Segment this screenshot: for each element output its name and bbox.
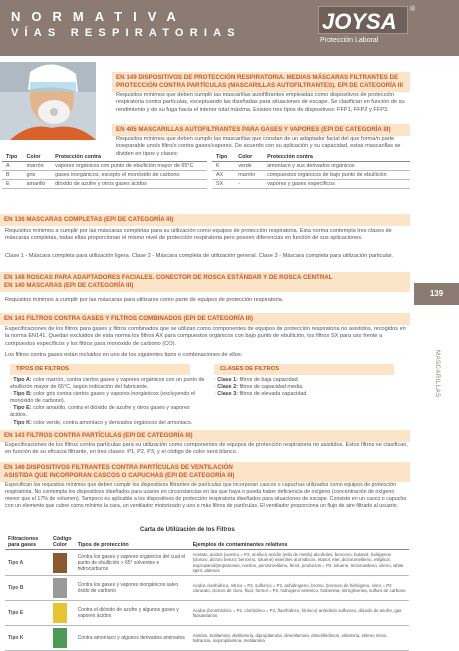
filter-row bbox=[5, 576, 409, 601]
list-item: · Clase 3: filtros de elevada capacidad. bbox=[214, 391, 308, 398]
section-en149-body: Requisitos mínimos que deben cumplir las mascarillas autofiltrantes empleadas como dispositivos de protección respiratoria contra partículas, exceptuando las diseñadas para situaciones de escape. Se clasifican en función de su rendimiento y de su fuga hacia el interior total máxima. Existen tres tipos de dispositivos: FFP1, FFP2 y FFP3. bbox=[116, 92, 405, 113]
table-row bbox=[2, 171, 207, 180]
type-value: color gris contra ciertos gases y vapores inorgánicos (excluyendo el monóxido de carbono). bbox=[10, 391, 196, 405]
filter-color-code bbox=[50, 601, 75, 626]
class-value: filtros de elevada capacidad. bbox=[239, 391, 308, 398]
table-row bbox=[212, 162, 410, 171]
cell: verde bbox=[234, 162, 263, 171]
color-swatch bbox=[53, 603, 67, 623]
section-en136-body: Requisitos mínimos a cumplir por las máscaras completas para su utilización como equipos de protección respiratoria. Esta norma contempla tres clases de máscaras completas, todas ellas proporcionan el mismo nivel de protección respiratoria pero poseen diferencias en función de sus aplicaciones. bbox=[5, 228, 392, 242]
list-item: · Clase 1: filtros de baja capacidad. bbox=[214, 377, 300, 383]
table-row bbox=[212, 171, 410, 180]
class-value: filtros de capacidad media. bbox=[239, 384, 304, 391]
type-key: Tipo B: bbox=[13, 391, 32, 398]
cell: - bbox=[234, 180, 263, 189]
cell: marrón bbox=[23, 162, 52, 171]
cell: B bbox=[2, 171, 23, 180]
section-en148-title bbox=[0, 272, 410, 292]
gas-type-table-right bbox=[212, 153, 410, 189]
class-key: Clase 2: bbox=[217, 384, 238, 391]
filter-type: Tipo A bbox=[5, 550, 50, 576]
col-tipos-proteccion: Tipos de protección bbox=[75, 535, 190, 550]
filter-type: Tipo B bbox=[5, 576, 50, 601]
filter-color-code bbox=[50, 550, 75, 576]
type-value: color verde, contra amoníaco y derivados orgánicos del amoníaco. bbox=[33, 419, 193, 426]
brand-logo bbox=[318, 6, 453, 50]
color-swatch bbox=[53, 628, 67, 648]
section-en146-title-line1: EN 146 DISPOSITIVOS FILTRANTES CONTRA PARTÍCULAS DE VENTILACIÓN bbox=[4, 464, 233, 471]
color-swatch bbox=[53, 553, 67, 573]
filter-row bbox=[5, 550, 409, 576]
table-row bbox=[2, 162, 207, 171]
cell: vapores y gases específicos bbox=[263, 180, 410, 189]
cell: E bbox=[2, 180, 23, 189]
cell: amoníaco y sus derivados orgánicos bbox=[263, 162, 410, 171]
class-key: Clase 3: bbox=[217, 391, 238, 398]
cell: compuestos orgánicos de bajo punto de ebullición bbox=[263, 171, 410, 180]
filter-row bbox=[5, 626, 409, 651]
col-color: Color bbox=[23, 153, 52, 162]
section-en143-title: EN 143 FILTROS CONTRA PARTÍCULAS (EPI DE CATEGORÍA III) bbox=[0, 430, 410, 442]
filters-chart-title: Carta de Utilización de los Filtros bbox=[140, 527, 235, 533]
page-header bbox=[0, 0, 459, 56]
list-item: · Tipo E: color amarillo, contra el dióxido de azufre y otros gases y vapores ácidos. bbox=[10, 405, 190, 419]
filter-types-list bbox=[10, 377, 206, 427]
cell: amarillo bbox=[23, 180, 52, 189]
logo-subtitle: Protección Laboral bbox=[320, 37, 379, 44]
filter-classes-title: CLASES DE FILTROS bbox=[214, 364, 394, 375]
section-en141-body: Especificaciones de los filtros para gases y filtros combinados que se utilizan como componentes de equipos de protección respiratoria no asistidos, recogidos en la norma EN141. Quedan excluidos de esta norma los filtros AX para compuestos orgánicos con bajo punto de ebullición, los filtros SX para uso frente a compuestos específicos y los filtros para monóxido de carbono (CO). bbox=[5, 326, 406, 347]
type-key: Tipo A: bbox=[13, 377, 32, 383]
header-title: NORMATIVA bbox=[11, 9, 187, 24]
section-en149-title: EN 149 DISPOSITIVOS DE PROTECCIÓN RESPIRATORIA. MEDIAS MÁSCARAS FILTRANTES DE PROTECCIÓN CONTRA PARTÍCULAS (MASCARILLAS AUTOFILTRANTES). EPI DE CATEGORÍA III bbox=[112, 72, 410, 92]
type-value: color amarillo, contra el dióxido de azufre y otros gases y vapores ácidos. bbox=[10, 405, 190, 419]
col-color: Color bbox=[234, 153, 263, 162]
logo-registered-mark: ® bbox=[410, 6, 416, 13]
filter-protection: Contra los gases y vapores orgánicos del cual el punto de ebullición > 65° solventes e hidrocarburos bbox=[75, 550, 190, 576]
section-en141-title: EN 141 FILTROS CONTRA GASES Y FILTROS COMBINADOS (EPI DE CATEGORÍA III) bbox=[0, 313, 410, 325]
cell: marrón bbox=[234, 171, 263, 180]
col-proteccion: Protección contra bbox=[263, 153, 410, 162]
class-value: filtros de baja capacidad. bbox=[239, 377, 300, 383]
filter-examples: Ácidos (bromhídrico = P2, clorhídrico = P2, fluorhídrico, fórmico) anhídrido sulfuroso, dióxido de azufre, gas fitosanitarios bbox=[190, 601, 409, 626]
cell: vapores orgánicos con punto de ebullición mayor de 65°C bbox=[51, 162, 207, 171]
color-swatch bbox=[53, 578, 67, 598]
filter-examples: Acetato, acidos (acetico = P2, acrilico) acridin (etilo de metilo) alcoholes, benceno, butanol, halógenos (cloruro, dicloro benzo; benceno, toluene) esteroles aromáticos, etanol, eter, diclorometileno, etilglicol, isopropanol/propanonas, nonilos, percloroetileno, fenol, productos = P2, toluene, tricloroetileno, xileno, white spirit, aldenos bbox=[190, 550, 409, 576]
side-label-text: MASCARILLAS bbox=[434, 350, 440, 398]
section-en405-title: EN 405 MASCARILLAS AUTOFILTRANTES PARA GASES Y VAPORES (EPI DE CATEGORÍA III) bbox=[112, 124, 410, 136]
list-item: · Tipo B: color gris contra ciertos gases y vapores inorgánicos (excluyendo el monóxido de carbono). bbox=[10, 391, 196, 405]
filter-classes-list bbox=[214, 377, 404, 398]
logo-text: JOYSA bbox=[322, 9, 397, 34]
table-row bbox=[2, 180, 207, 189]
filter-examples: Amidos, butilamina, dietilamina, dipropilamina, dimetilamina, dimetilhidracin, etilamina, etileno imino, hidracina, isopropilamina, metilamina bbox=[190, 626, 409, 651]
col-filtraciones: Filtraciones para gases bbox=[5, 535, 50, 550]
section-en141-body2: Los filtros contra gases están incluidos en uno de los siguientes tipos o combinaciones de ellos: bbox=[5, 352, 243, 358]
worker-photo bbox=[0, 62, 96, 140]
type-value: color marrón, contra ciertos gases y vapores orgánicos con un punto de ebullición mayor de 65°C, según indicación del fabricante. bbox=[10, 377, 205, 391]
class-key: Clase 1: bbox=[217, 377, 238, 383]
filter-color-code bbox=[50, 576, 75, 601]
cell: gris bbox=[23, 171, 52, 180]
filter-type: Tipo K bbox=[5, 626, 50, 651]
cell: K bbox=[212, 162, 234, 171]
table-row bbox=[212, 180, 410, 189]
cell: AX bbox=[212, 171, 234, 180]
page-number: 139 bbox=[414, 283, 459, 305]
filter-row bbox=[5, 601, 409, 626]
section-en405-body: Requisitos mínimos que deben cumplir las mascarillas que constan de un adaptador facial del que forma/n parte inseparable uno/s filtro/s contra gases/vapores. De acuerdo con su aplicación y su capacidad, estas mascarillas se dividen en tipos y clases: bbox=[116, 136, 401, 157]
section-en146-body: Especifican los requisitos mínimos que deben cumplir los dispositivos filtrantes de partículas que incorporan cascos o capuchas utilizados como equipos de protección respiratoria. No contempla los dispositivos diseñados para usarse en circunstancias en las que haya o pueda haber deficiencia de oxígeno (concentración de oxígeno menor que el 17% de volumen). Tampoco es aplicable a los dispositivos de protección respiratoria diseñados para situaciones de escape. Consiste en un casco o capucha con un elemento que cubre como mínimo la cara, un ventilador motorizado y uno o más filtros de partículas. El ventilador proporciona un flujo de aire filtrado al usuario. bbox=[5, 482, 407, 509]
section-en148-title-line2: EN 140 MASCARAS (EPI DE CATEGORÍA III) bbox=[4, 282, 134, 289]
section-en136-title: EN 136 MASCARAS COMPLETAS (EPI DE CATEGORÍA III) bbox=[0, 214, 410, 226]
section-en148-title-line1: EN 148 ROSCAS PARA ADAPTADORES FACIALES. CONECTOR DE ROSCA ESTÁNDAR Y DE ROSCA CENTRAL bbox=[4, 274, 333, 281]
section-en146-title bbox=[0, 462, 410, 482]
cell: gases inorgánicos, excepto el monóxido de carbono bbox=[51, 171, 207, 180]
list-item: · Tipo K: color verde, contra amoníaco y derivados orgánicos del amoníaco. bbox=[10, 419, 193, 426]
filters-chart-table bbox=[5, 535, 409, 651]
cell: dióxido de azufre y otros gases ácidos bbox=[51, 180, 207, 189]
type-key: Tipo E: bbox=[13, 405, 32, 412]
filter-protection: Contra amoníaco y algunos derivados aminados bbox=[75, 626, 190, 651]
section-en148-body: Requisitos mínimos a cumplir por las máscaras para utilizarse como parte de equipos de protección respiratoria. bbox=[5, 297, 284, 303]
type-key: Tipo K: bbox=[13, 419, 32, 426]
cell: A bbox=[2, 162, 23, 171]
filter-type: Tipo E bbox=[5, 601, 50, 626]
filter-protection: Contra el dióxido de azufre y algunos gases y vapores ácidos bbox=[75, 601, 190, 626]
section-en136-classes: Clase 1 - Máscara completa para utilización ligera. Clase 2 - Máscara completa de utilización general. Clase 3 - Máscara completa para utilización particular. bbox=[5, 253, 394, 259]
col-tipo: Tipo bbox=[2, 153, 23, 162]
filter-color-code bbox=[50, 626, 75, 651]
col-ejemplos: Ejemplos de contaminantes relativos bbox=[190, 535, 409, 550]
filter-protection: Contra los gases y vapores inorgánicos salvo óxido de carbono bbox=[75, 576, 190, 601]
logo-box bbox=[318, 6, 408, 34]
col-tipo: Tipo bbox=[212, 153, 234, 162]
section-en146-title-line2: ASISTIDA QUE INCORPORAN CASCOS O CAPUCHAS (EPI DE CATEGORÍA III) bbox=[4, 472, 235, 479]
col-proteccion: Protección contra bbox=[51, 153, 207, 162]
section-en143-body: Especificaciones de los filtros contra partículas para su utilización como componentes de equipos de protección respiratoria no asistidos. Estos filtros se clasifican, en función de su eficacia filtrante, en tres clases: P1, P2, P3, y el código de color será blanco. bbox=[5, 442, 408, 456]
cell: SX bbox=[212, 180, 234, 189]
side-section-label bbox=[424, 350, 454, 430]
col-codigo-color: Código Color bbox=[50, 535, 75, 550]
list-item: · Clase 2: filtros de capacidad media. bbox=[214, 384, 304, 391]
filter-examples: Acidos cianhídrico, nitrico = P2, sulfurico = P2, anhidrogeno, bromo, bromuro de hidrógeno, cloro = P2 clorurato, cloruro de cloro, fluor, formol = P2, hidrogeno arsénico, fosfamina, nitroglicerina, sulfuro de carbono bbox=[190, 576, 409, 601]
list-item: · Tipo A: color marrón, contra ciertos gases y vapores orgánicos con un punto de ebullición mayor de 65°C, según indicación del fabricante. bbox=[10, 377, 205, 391]
filter-types-title: TIPOS DE FILTROS bbox=[10, 364, 190, 375]
gas-type-table-left bbox=[2, 153, 207, 189]
header-subtitle: VÍAS RESPIRATORIAS bbox=[11, 27, 241, 39]
